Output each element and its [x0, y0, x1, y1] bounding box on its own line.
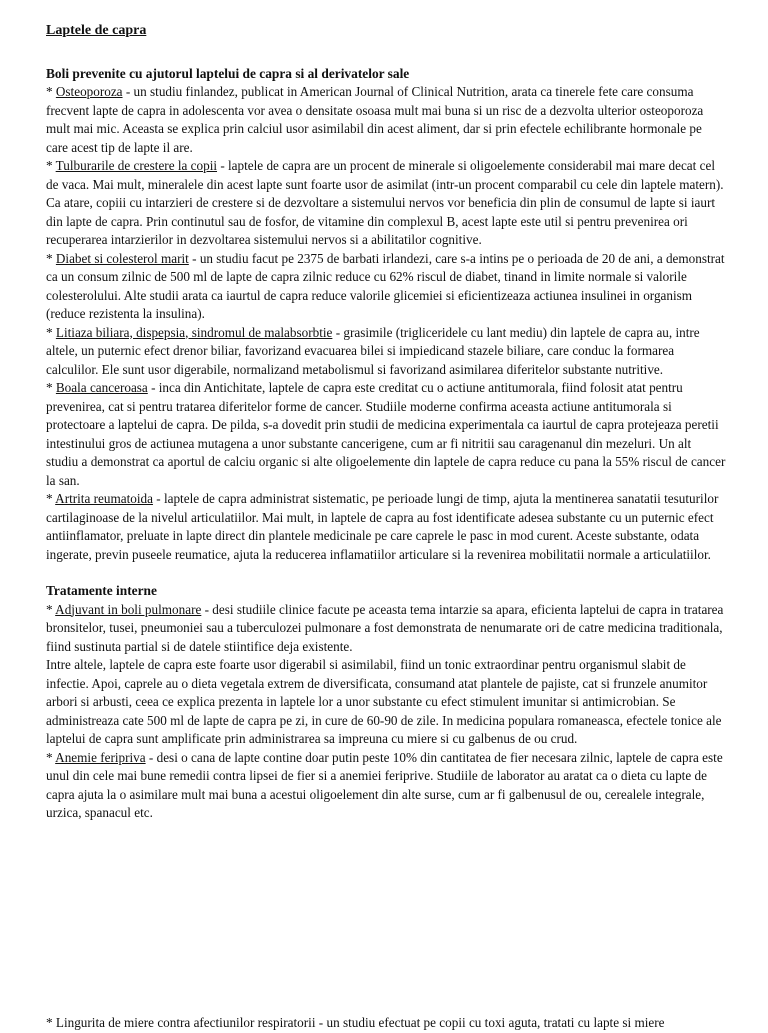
paragraph-text: - un studiu finlandez, publicat in American Journal of Clinical Nutrition, arata ca tinerele fete care consuma frecvent lapte de capra in adolescenta vor avea o densitate osoasa mult mai buna si un risc de a dezvolta ulterior osteoporoza mult mai mic. Aceasta se explica prin calciul usor asimilabil din acest aliment, dar si prin efectele echilibrante hormonale pe care acest tip de lapte il are. [46, 84, 704, 155]
paragraph [46, 379, 726, 490]
bullet-marker: * [46, 84, 56, 99]
bullet-marker: * [46, 491, 56, 506]
document-page [46, 22, 726, 823]
section-body-treatments [46, 601, 726, 823]
underlined-term: Litiaza biliara, dispepsia, sindromul de malabsorbtie [55, 324, 333, 340]
section-heading-diseases: Boli prevenite cu ajutorul laptelui de capra si al derivatelor sale [46, 65, 410, 81]
paragraph [46, 601, 726, 657]
underlined-term: Anemie feripriva [55, 749, 146, 765]
underlined-term: Artrita reumatoida [55, 491, 153, 506]
paragraph [46, 250, 726, 324]
section-heading-treatments: Tratamente interne [46, 583, 157, 598]
cut-off-paragraph: * Lingurita de miere contra afectiunilor respiratorii - un studiu efectuat pe copii cu toxi aguta, tratati cu lapte si miere [46, 1015, 665, 1030]
underlined-term: Diabet si colesterol marit [55, 250, 189, 266]
paragraph [46, 324, 726, 380]
paragraph [46, 656, 726, 749]
bullet-marker: * [46, 749, 56, 765]
bullet-marker: * [46, 158, 56, 173]
paragraph-text: - un studiu facut pe 2375 de barbati irlandezi, care s-a intins pe o perioada de 20 de ani, a demonstrat ca un consum zilnic de 500 ml de lapte de capra zilnic reduce cu 62% riscul de diabet, tinand in limite normale si valorile colesterolului. Alte studii arata ca iaurtul de capra reduce valorile glicemiei si eficientizeaza actiunea insulinei in organism (reduce rezistenta la insulina). [46, 250, 725, 321]
paragraph-text: - laptele de capra are un procent de minerale si oligoelemente considerabil mai mare decat cel de vaca. Mai mult, mineralele din acest lapte sunt foarte usor de asimilat (intr-un procent comparabil cu cele din laptele matern). Ca atare, copiii cu intarzieri de crestere si de dezvoltare a sistemului nervos vor beneficia din plin de consumul de lapte si iaurt din lapte de capra. Prin continutul sau de fosfor, de vitamine din complexul B, acest lapte este util si pentru prevenirea ori recuperarea intarzierilor in dezvoltarea sistemului nervos si a abilitatilor cognitive. [46, 158, 724, 247]
bullet-marker: * [46, 380, 56, 395]
underlined-term: Adjuvant in boli pulmonare [55, 601, 202, 617]
bullet-marker: * [46, 324, 56, 340]
spacer [46, 564, 726, 582]
paragraph [46, 490, 726, 564]
document-title: Laptele de capra [46, 23, 147, 38]
paragraph [46, 83, 726, 157]
underlined-term: Boala canceroasa [55, 380, 148, 395]
paragraph-text: - desi o cana de lapte contine doar putin peste 10% din cantitatea de fier necesara zilnic, laptele de capra este unul din cele mai bune remedii contra lipsei de fier si a anemiei feriprive. Studiile de laborator au aratat ca o dieta cu lapte de capra ajuta la o asimilare mult mai buna a acestui oligoelement din alte surse, cum ar fi galbenusul de ou, cerealele integrale, urzica, spanacul etc. [46, 749, 723, 820]
paragraph-text: - laptele de capra administrat sistematic, pe perioade lungi de timp, ajuta la mentinerea sanatatii tesuturilor cartilaginoase de la nivelul articulatiilor. Mai mult, in laptele de capra au fost identificate adesea substante cu un puternic efect antiinflamator, preluate in lapte direct din plantele medicinale pe care caprele le pasc in mod curent. Aceste substante, odata ingerate, previn puseele reumatice, ajuta la reducerea inflamatiilor articulare si la revenirea mobilitatii normale a articulatiilor. [46, 491, 719, 562]
bullet-marker: * [46, 601, 56, 617]
paragraph-text: - grasimile (trigliceridele cu lant mediu) din laptele de capra au, intre altele, un puternic efect drenor biliar, favorizand evacuarea bilei si impiedicand stazele biliare, care conduc la formarea calculilor. Ele sunt usor digerabile, normalizand metabolismul si favorizand asimilarea diferitelor substante nutritive. [46, 324, 700, 377]
underlined-term: Osteoporoza [55, 84, 123, 99]
paragraph [46, 749, 726, 823]
paragraph-text: - inca din Antichitate, laptele de capra este creditat cu o actiune antitumorala, fiind folosit atat pentru prevenirea, cat si pentru tratarea diferitelor forme de cancer. Studiile moderne confirma aceasta actiune antitumorala si protectoare a laptelui de capra. De pilda, s-a dovedit prin studii de medicina experimentala ca iaurtul de capra protejeaza peretii intestinului gros de actiunea mutagena a unor substante cancerigene, cum ar fi nitritii sau caragenanul din mezeluri. Un alt studiu a demonstrat ca aportul de calciu organic si alte oligoelemente din laptele de capra reduce cu pana la 55% riscul de cancer la san. [46, 380, 726, 488]
bullet-marker: * [46, 250, 56, 266]
underlined-term: Tulburarile de crestere la copii [55, 158, 218, 173]
section-body-diseases [46, 83, 726, 564]
paragraph-text: - desi studiile clinice facute pe aceasta tema intarzie sa apara, eficienta laptelui de capra in tratarea bronsitelor, tusei, pneumoniei sau a tuberculozei pulmonare a fost demonstrata de nenumarate ori de catre medicina traditionala, fiind sustinuta partial si de datele stiintifice deja existente. [46, 601, 724, 654]
paragraph-text: Intre altele, laptele de capra este foarte usor digerabil si asimilabil, fiind un tonic extraordinar pentru organismul slabit de infectie. Apoi, caprele au o dieta vegetala extrem de diversificata, consumand atat plantele de pajiste, cat si frunzele anumitor arbori si arbusti, ceea ce explica prezenta in laptele lor a unor substante cu efect stimulent imunitar si antimicrobian. Se administreaza cate 500 ml de lapte de capra pe zi, in cure de 60-90 de zile. In medicina populara romaneasca, efectele tonice ale laptelui de capra sunt amplificate prin administrarea sa impreuna cu miere si cu galbenus de ou crud. [46, 657, 722, 746]
paragraph [46, 157, 726, 250]
